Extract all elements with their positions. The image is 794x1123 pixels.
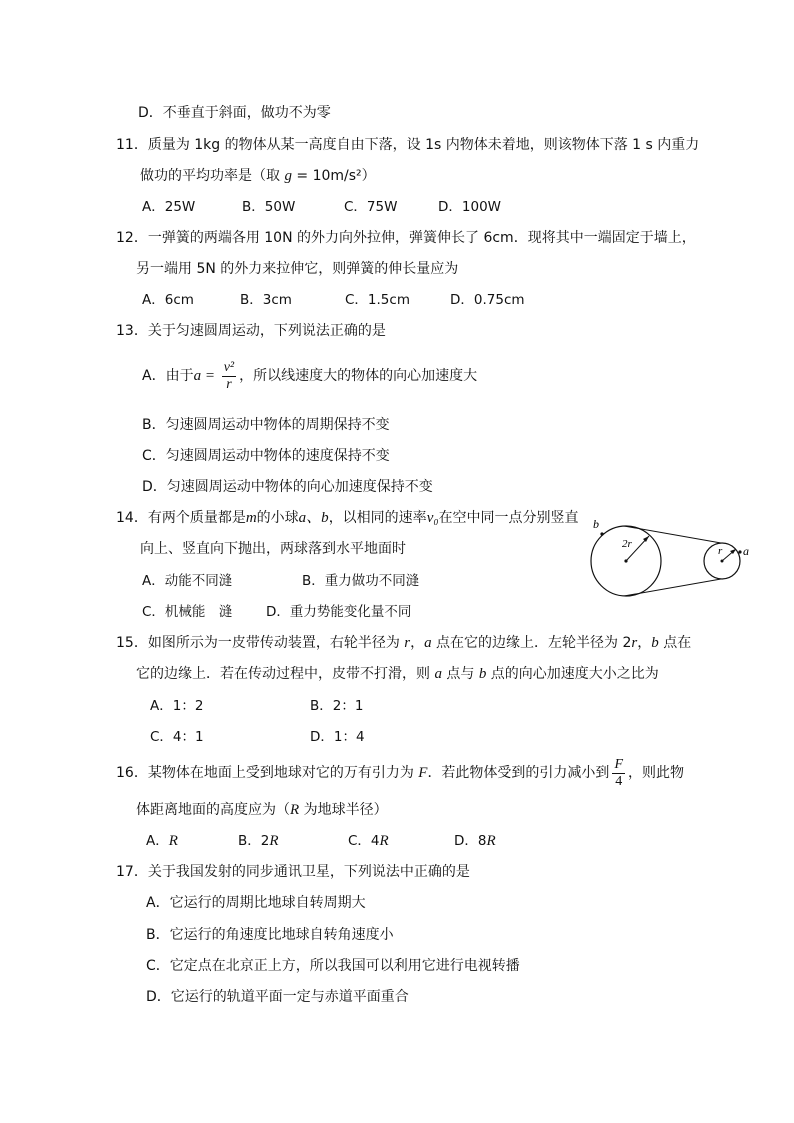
q12-option-c: C．1.5cm [345, 292, 410, 308]
q15-option-a: A．1：2 [150, 698, 204, 714]
point-b [600, 532, 603, 535]
q14-option-c: C．机械能 漨 [142, 604, 233, 620]
label-2r: 2r [622, 538, 632, 550]
q14-stem-line2: 向上、竖直向下抛出，两球落到水平地面时 [140, 541, 406, 557]
q16-option-b: B．2R [238, 833, 279, 849]
label-a: a [743, 544, 749, 558]
q16-option-d: D．8R [454, 833, 496, 849]
q14-option-a: A．动能不同漨 [142, 573, 233, 589]
q11-option-d: D．100W [438, 199, 502, 215]
belt-top [624, 526, 721, 543]
symbol-a: a [193, 368, 202, 384]
q14-option-d: D．重力势能变化量不同 [266, 604, 412, 620]
q11-option-c: C．75W [344, 199, 398, 215]
q12-stem-line1: 12．一弹簧的两端各用 10N 的外力向外拉伸，弹簧伸长了 6cm．现将其中一端固定于墙上， [116, 230, 696, 246]
symbol-g: g [284, 168, 292, 184]
q14-option-b: B．重力做功不同漨 [302, 573, 420, 589]
q12-option-d: D．0.75cm [450, 292, 525, 308]
q17-stem: 17．关于我国发射的同步通讯卫星，下列说法中正确的是 [116, 864, 470, 880]
point-a [738, 550, 741, 553]
q15-option-d: D．1：4 [310, 729, 365, 745]
q12-option-a: A．6cm [142, 292, 194, 308]
q13-stem: 13．关于匀速圆周运动，下列说法正确的是 [116, 323, 386, 339]
q16-option-a: A．R [146, 833, 178, 849]
fraction-f-over-4: $\frac{F}{4}$ [614, 756, 623, 789]
label-b: b [593, 517, 599, 531]
q13-option-a: A．由于a = $\frac{\text{v²}}{r}$ ，所以线速度大的物体的向心加速度大 [142, 359, 478, 392]
q11-stem-line2: 做功的平均功率是（取 g = 10m/s²） [140, 168, 376, 184]
q17-option-a: A．它运行的周期比地球自转周期大 [146, 895, 366, 911]
q13-option-d: D．匀速圆周运动中物体的向心加速度保持不变 [142, 479, 433, 495]
q16-stem-line2: 体距离地面的高度应为（R 为地球半径） [136, 802, 388, 818]
q16-stem-line1: 16．某物体在地面上受到地球对它的万有引力为 F．若此物体受到的引力减小到 $\frac{F}{4}$ ，则此物 [116, 756, 684, 789]
belt-bottom [624, 579, 721, 596]
fraction-v2-over-r: $\frac{\text{v²}}{r}$ [223, 359, 235, 392]
q15-stem-line1: 15．如图所示为一皮带传动装置，右轮半径为 r，a 点在它的边缘上．左轮半径为 2r，b 点在 [116, 635, 692, 651]
q16-option-c: C．4R [348, 833, 389, 849]
q11-stem-line1: 11．质量为 1kg 的物体从某一高度自由下落，设 1s 内物体未着地，则该物体下落 1 s 内重力 [116, 137, 700, 153]
q14-stem-line1: 14．有两个质量都是m的小球a、b，以相同的速率v₀在空中同一点分别竖直 [116, 510, 579, 526]
q15-option-c: C．4：1 [150, 729, 204, 745]
q11-option-b: B．50W [242, 199, 296, 215]
q15-stem-line2: 它的边缘上．若在传动过程中，皮带不打滑，则 a 点与 b 点的向心加速度大小之比为 [136, 666, 659, 682]
q13-option-b: B．匀速圆周运动中物体的周期保持不变 [142, 417, 390, 433]
belt-pulley-figure [588, 514, 758, 604]
q10-option-d: D．不垂直于斜面，做功不为零 [138, 105, 331, 121]
q12-stem-line2: 另一端用 5N 的外力来拉伸它，则弹簧的伸长量应为 [136, 261, 459, 277]
q12-option-b: B．3cm [240, 292, 292, 308]
label-r: r [718, 545, 723, 557]
q11-option-a: A．25W [142, 199, 196, 215]
q17-option-d: D．它运行的轨道平面一定与赤道平面重合 [146, 989, 409, 1005]
q13-option-c: C．匀速圆周运动中物体的速度保持不变 [142, 448, 390, 464]
q17-option-b: B．它运行的角速度比地球自转角速度小 [146, 927, 394, 943]
q17-option-c: C．它定点在北京正上方，所以我国可以利用它进行电视转播 [146, 958, 520, 974]
q15-option-b: B．2：1 [310, 698, 364, 714]
